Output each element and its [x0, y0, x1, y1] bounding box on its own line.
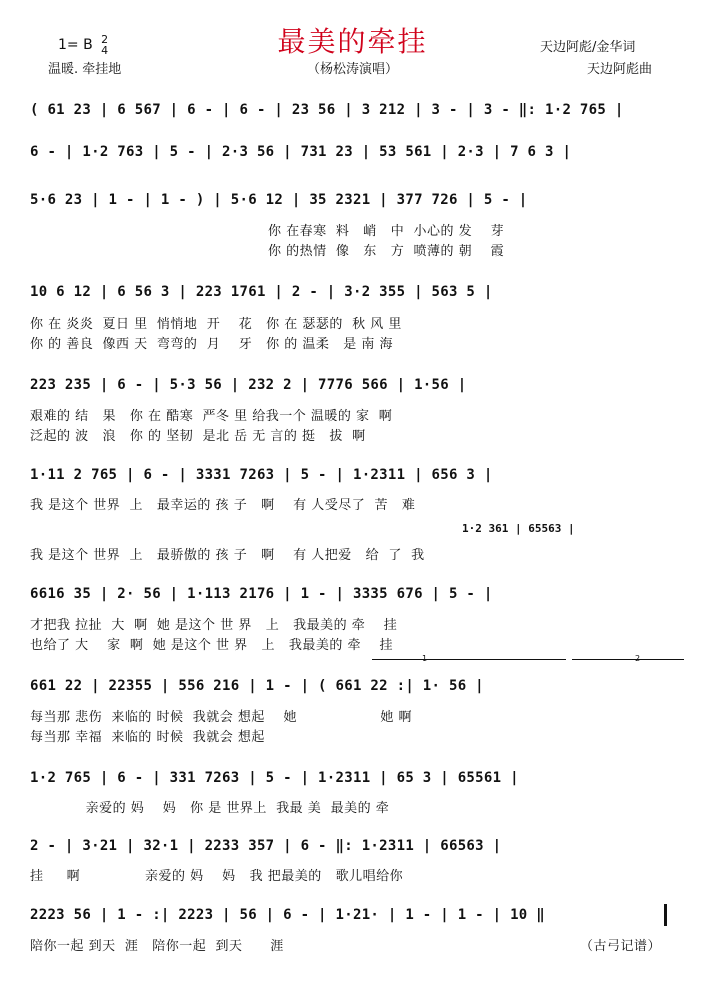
- tempo-marking: 温暖. 牵挂地: [48, 62, 122, 77]
- score-line-4: 10 6 12 | 6 56 3 | 223 1761 | 2 - | 3·2 355 | 563 5 |: [30, 284, 493, 300]
- lyrics-line-6a: 我 是这个 世界 上 最幸运的 孩 子 啊 有 人受尽了 苦 难: [30, 498, 416, 513]
- score-line-3: 5·6 23 | 1 - | 1 - ) | 5·6 12 | 35 2321 | 377 726 | 5 - |: [30, 192, 528, 208]
- time-numerator: 2: [101, 33, 109, 46]
- time-denominator: 4: [101, 44, 109, 57]
- transcriber-credit: （古弓记谱）: [580, 939, 662, 954]
- score-line-7: 6616 35 | 2· 56 | 1·113 2176 | 1 - | 3335 676 | 5 - |: [30, 586, 493, 602]
- score-line-1: ( 61 23 | 6 567 | 6 - | 6 - | 23 56 | 3 212 | 3 - | 3 - ‖: 1·2 765 |: [30, 102, 624, 118]
- lyrics-line-5a: 艰难的 结 果 你 在 酷寒 严冬 里 给我一个 温暖的 家 啊: [30, 409, 393, 424]
- key-label: 1= B: [58, 37, 93, 53]
- volta-2-bracket: [572, 659, 684, 660]
- lyrics-line-4b: 你 的 善良 像西 天 弯弯的 月 牙 你 的 温柔 是 南 海: [30, 337, 394, 352]
- lyrics-line-4a: 你 在 炎炎 夏日 里 悄悄地 开 花 你 在 瑟瑟的 秋 风 里: [30, 317, 402, 332]
- lyrics-line-9a: 亲爱的 妈 妈 你 是 世界上 我最 美 最美的 牵: [30, 801, 390, 816]
- score-line-9: 1·2 765 | 6 - | 331 7263 | 5 - | 1·2311 | 65 3 | 65561 |: [30, 770, 519, 786]
- score-line-11: 2223 56 | 1 - :| 2223 | 56 | 6 - | 1·21· | 1 - | 1 - | 10 ‖: [30, 907, 545, 923]
- score-line-2: 6 - | 1·2 763 | 5 - | 2·3 56 | 731 23 | 53 561 | 2·3 | 7 6 3 |: [30, 144, 572, 160]
- alt-score-line-6: 1·2 361 | 65563 |: [462, 522, 575, 535]
- lyrics-line-6b: 我 是这个 世界 上 最骄傲的 孩 子 啊 有 人把爱 给 了 我: [30, 548, 425, 563]
- lyrics-line-7b: 也给了 大 家 啊 她 是这个 世 界 上 我最美的 牵 挂: [30, 638, 394, 653]
- final-barline: [664, 904, 667, 926]
- volta-2-number: 2: [635, 654, 641, 663]
- lyrics-line-8b: 每当那 幸福 来临的 时候 我就会 想起: [30, 730, 265, 745]
- lyricist-credit: 天边阿彪/金华词: [540, 40, 636, 55]
- volta-1-bracket: [372, 659, 566, 660]
- score-line-6: 1·11 2 765 | 6 - | 3331 7263 | 5 - | 1·2311 | 656 3 |: [30, 467, 493, 483]
- lyrics-line-7a: 才把我 拉扯 大 啊 她 是这个 世 界 上 我最美的 牵 挂: [30, 618, 398, 633]
- score-line-8: 661 22 | 22355 | 556 216 | 1 - | ( 661 22 :| 1· 56 |: [30, 678, 484, 694]
- lyrics-line-3b: 你 的热情 像 东 方 喷薄的 朝 霞: [268, 244, 505, 259]
- lyrics-line-5b: 泛起的 波 浪 你 的 坚韧 是北 岳 无 言的 挺 拔 啊: [30, 429, 366, 444]
- lyrics-line-8a: 每当那 悲伤 来临的 时候 我就会 想起 她 她 啊: [30, 710, 412, 725]
- lyrics-line-11a: 陪你一起 到天 涯 陪你一起 到天 涯: [30, 939, 284, 954]
- lyrics-line-10a: 挂 啊 亲爱的 妈 妈 我 把最美的 歌儿唱给你: [30, 869, 404, 884]
- singer-credit: （杨松涛演唱）: [306, 62, 398, 77]
- song-title: 最美的牵挂: [277, 25, 428, 58]
- score-line-5: 223 235 | 6 - | 5·3 56 | 232 2 | 7776 566 | 1·56 |: [30, 377, 467, 393]
- composer-credit: 天边阿彪曲: [587, 62, 653, 77]
- score-line-10: 2 - | 3·21 | 32·1 | 2233 357 | 6 - ‖: 1·2311 | 66563 |: [30, 838, 502, 854]
- volta-1-number: 1: [422, 654, 428, 663]
- lyrics-line-3a: 你 在春寒 料 峭 中 小心的 发 芽: [268, 224, 505, 239]
